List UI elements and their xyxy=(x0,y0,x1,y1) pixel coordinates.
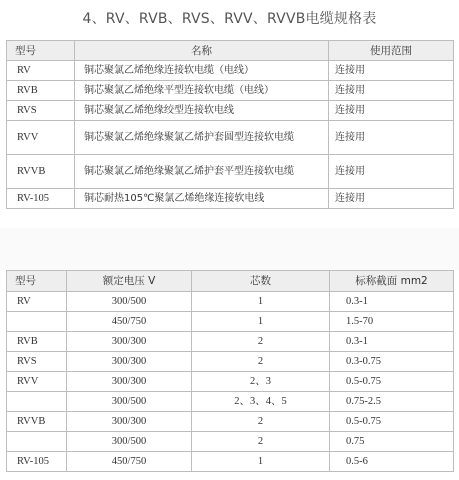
section-cell: 0.5-6 xyxy=(330,452,454,472)
voltage-cell: 300/300 xyxy=(67,332,192,352)
voltage-cell: 300/300 xyxy=(67,352,192,372)
table-row xyxy=(7,372,454,392)
cores-cell: 2 xyxy=(192,352,330,372)
table-row xyxy=(7,155,454,189)
model-cell: RV xyxy=(7,292,67,312)
model-cell: RVS xyxy=(7,101,75,121)
table-row xyxy=(7,432,454,452)
table-header-row xyxy=(7,271,454,292)
table-row xyxy=(7,412,454,432)
table-row xyxy=(7,312,454,332)
voltage-cell: 300/500 xyxy=(67,292,192,312)
usage-cell: 连接用 xyxy=(329,155,454,189)
cores-cell: 2、3、4、5 xyxy=(192,392,330,412)
header-cross-section: 标称截面 mm2 xyxy=(330,271,454,292)
cores-cell: 2 xyxy=(192,412,330,432)
model-cell: RVV xyxy=(7,372,67,392)
cores-cell: 1 xyxy=(192,292,330,312)
usage-cell: 连接用 xyxy=(329,121,454,155)
table-row xyxy=(7,352,454,372)
model-cell xyxy=(7,432,67,452)
model-cell: RV-105 xyxy=(7,189,75,209)
voltage-cell: 300/300 xyxy=(67,372,192,392)
model-cell: RVB xyxy=(7,81,75,101)
section-cell: 1.5-70 xyxy=(330,312,454,332)
model-cell xyxy=(7,312,67,332)
header-name: 名称 xyxy=(75,41,329,61)
usage-cell: 连接用 xyxy=(329,101,454,121)
voltage-cell: 300/500 xyxy=(67,432,192,452)
section-cell: 0.3-1 xyxy=(330,292,454,312)
name-cell: 铜芯聚氯乙烯绝缘连接软电缆（电线） xyxy=(75,61,329,81)
cable-name-table xyxy=(6,40,454,209)
header-rated-voltage: 额定电压 V xyxy=(67,271,192,292)
model-cell: RVVB xyxy=(7,155,75,189)
usage-cell: 连接用 xyxy=(329,61,454,81)
name-cell: 铜芯耐热105℃聚氯乙烯绝缘连接软电线 xyxy=(75,189,329,209)
section-cell: 0.3-1 xyxy=(330,332,454,352)
model-cell xyxy=(7,392,67,412)
section-cell: 0.5-0.75 xyxy=(330,372,454,392)
voltage-cell: 450/750 xyxy=(67,312,192,332)
table-row xyxy=(7,61,454,81)
voltage-cell: 450/750 xyxy=(67,452,192,472)
model-cell: RVB xyxy=(7,332,67,352)
voltage-cell: 300/300 xyxy=(67,412,192,432)
section-cell: 0.3-0.75 xyxy=(330,352,454,372)
table-row xyxy=(7,292,454,312)
page-title: 4、RV、RVB、RVS、RVV、RVVB电缆规格表 xyxy=(82,11,377,27)
cable-spec-table xyxy=(6,270,454,472)
table-row xyxy=(7,81,454,101)
usage-cell: 连接用 xyxy=(329,189,454,209)
section-cell: 0.75 xyxy=(330,432,454,452)
section-gap xyxy=(0,228,459,270)
section-cell: 0.5-0.75 xyxy=(330,412,454,432)
section-cell: 0.75-2.5 xyxy=(330,392,454,412)
table-row xyxy=(7,452,454,472)
voltage-cell: 300/500 xyxy=(67,392,192,412)
table-row xyxy=(7,189,454,209)
usage-cell: 连接用 xyxy=(329,81,454,101)
table-row xyxy=(7,101,454,121)
cores-cell: 2 xyxy=(192,432,330,452)
cores-cell: 1 xyxy=(192,452,330,472)
model-cell: RVS xyxy=(7,352,67,372)
name-cell: 铜芯聚氯乙烯绝缘平型连接软电缆（电线） xyxy=(75,81,329,101)
name-cell: 铜芯聚氯乙烯绝缘绞型连接软电线 xyxy=(75,101,329,121)
cores-cell: 2 xyxy=(192,332,330,352)
cores-cell: 1 xyxy=(192,312,330,332)
model-cell: RVV xyxy=(7,121,75,155)
cores-cell: 2、3 xyxy=(192,372,330,392)
header-model: 型号 xyxy=(7,271,67,292)
table-row xyxy=(7,121,454,155)
header-usage: 使用范围 xyxy=(329,41,454,61)
name-cell: 铜芯聚氯乙烯绝缘聚氯乙烯护套圆型连接软电缆 xyxy=(75,121,329,155)
header-model: 型号 xyxy=(7,41,75,61)
table-row xyxy=(7,392,454,412)
model-cell: RV-105 xyxy=(7,452,67,472)
name-cell: 铜芯聚氯乙烯绝缘聚氯乙烯护套平型连接软电缆 xyxy=(75,155,329,189)
header-cores: 芯数 xyxy=(192,271,330,292)
model-cell: RVVB xyxy=(7,412,67,432)
model-cell: RV xyxy=(7,61,75,81)
table-header-row xyxy=(7,41,454,61)
table-row xyxy=(7,332,454,352)
